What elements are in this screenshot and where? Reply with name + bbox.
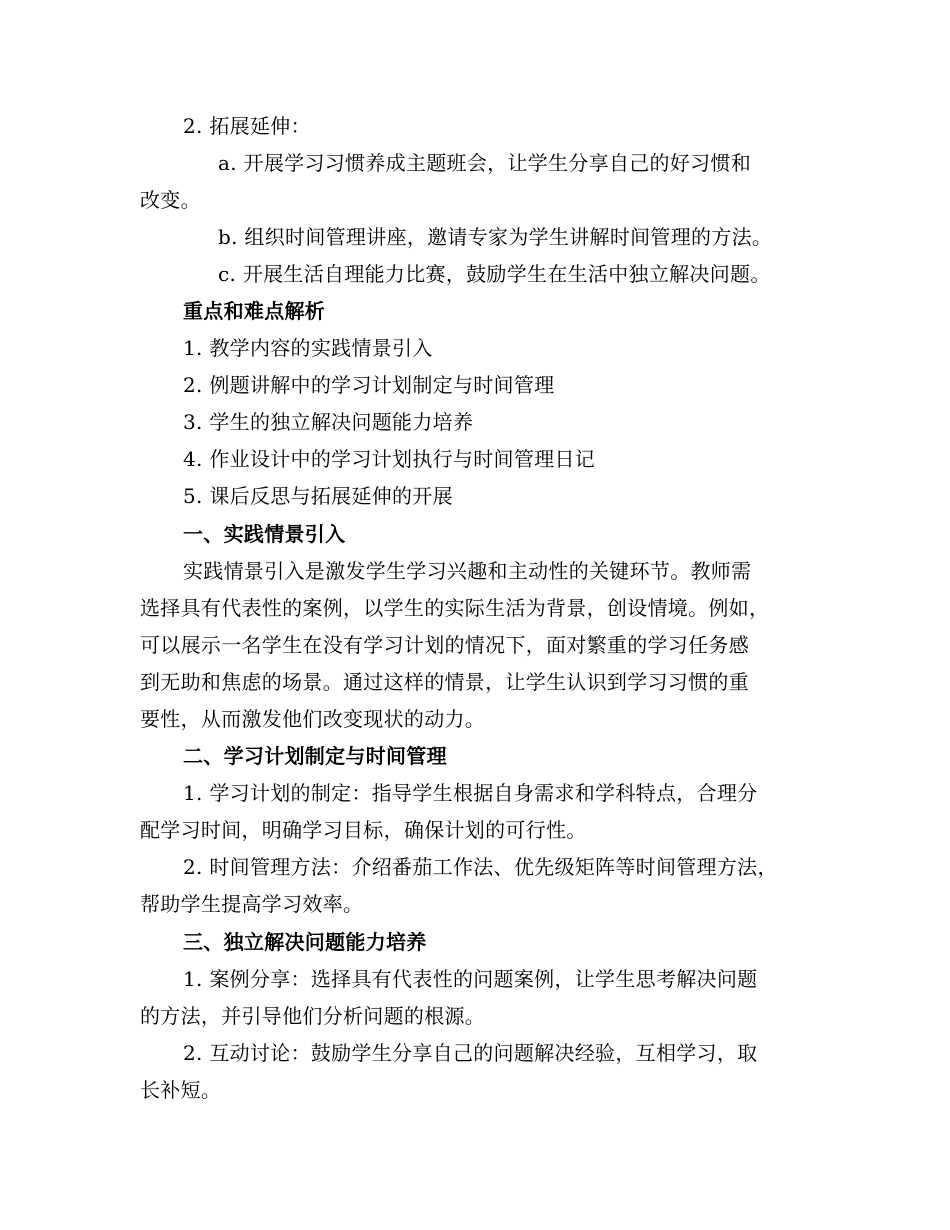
section1-line-2: 选择具有代表性的案例，以学生的实际生活为背景，创设情境。例如，: [140, 596, 770, 620]
section3-p1-line2: 的方法，并引导他们分析问题的根源。: [140, 1004, 486, 1028]
extension-item-a-line1: a. 开展学习习惯养成主题班会，让学生分享自己的好习惯和: [218, 151, 752, 175]
section1-line-1: 实践情景引入是激发学生学习兴趣和主动性的关键环节。教师需: [183, 559, 752, 583]
section3-p2-line2: 长补短。: [140, 1078, 222, 1102]
key-point-item-2: 2. 例题讲解中的学习计划制定与时间管理: [183, 373, 555, 397]
section2-p2-line2: 帮助学生提高学习效率。: [140, 892, 364, 916]
key-point-item-5: 5. 课后反思与拓展延伸的开展: [183, 484, 453, 508]
key-point-item-4: 4. 作业设计中的学习计划执行与时间管理日记: [183, 447, 596, 471]
section2-p1-line1: 1. 学习计划的制定：指导学生根据自身需求和学科特点，合理分: [183, 781, 758, 805]
section2-p1-line2: 配学习时间，明确学习目标，确保计划的可行性。: [140, 818, 587, 842]
section2-p2-line1: 2. 时间管理方法：介绍番茄工作法、优先级矩阵等时间管理方法，: [183, 855, 778, 879]
extension-item-c: c. 开展生活自理能力比赛，鼓励学生在生活中独立解决问题。: [218, 262, 771, 286]
section3-p2-line1: 2. 互动讨论：鼓励学生分享自己的问题解决经验，互相学习，取: [183, 1041, 758, 1065]
extension-item-b: b. 组织时间管理讲座，邀请专家为学生讲解时间管理的方法。: [218, 225, 773, 249]
key-point-item-1: 1. 教学内容的实践情景引入: [183, 336, 433, 360]
section1-heading: 一、实践情景引入: [183, 522, 346, 546]
section1-line-5: 要性，从而激发他们改变现状的动力。: [140, 707, 486, 731]
extension-item-a-line2: 改变。: [140, 188, 201, 212]
section3-heading: 三、独立解决问题能力培养: [183, 930, 427, 954]
key-points-heading: 重点和难点解析: [183, 299, 326, 323]
extension-item-label: 2. 拓展延伸：: [183, 114, 311, 138]
section1-line-4: 到无助和焦虑的场景。通过这样的情景，让学生认识到学习习惯的重: [140, 670, 749, 694]
section2-heading: 二、学习计划制定与时间管理: [183, 744, 447, 768]
key-point-item-3: 3. 学生的独立解决问题能力培养: [183, 410, 474, 434]
section3-p1-line1: 1. 案例分享：选择具有代表性的问题案例，让学生思考解决问题: [183, 967, 758, 991]
section1-line-3: 可以展示一名学生在没有学习计划的情况下，面对繁重的学习任务感: [140, 633, 749, 657]
